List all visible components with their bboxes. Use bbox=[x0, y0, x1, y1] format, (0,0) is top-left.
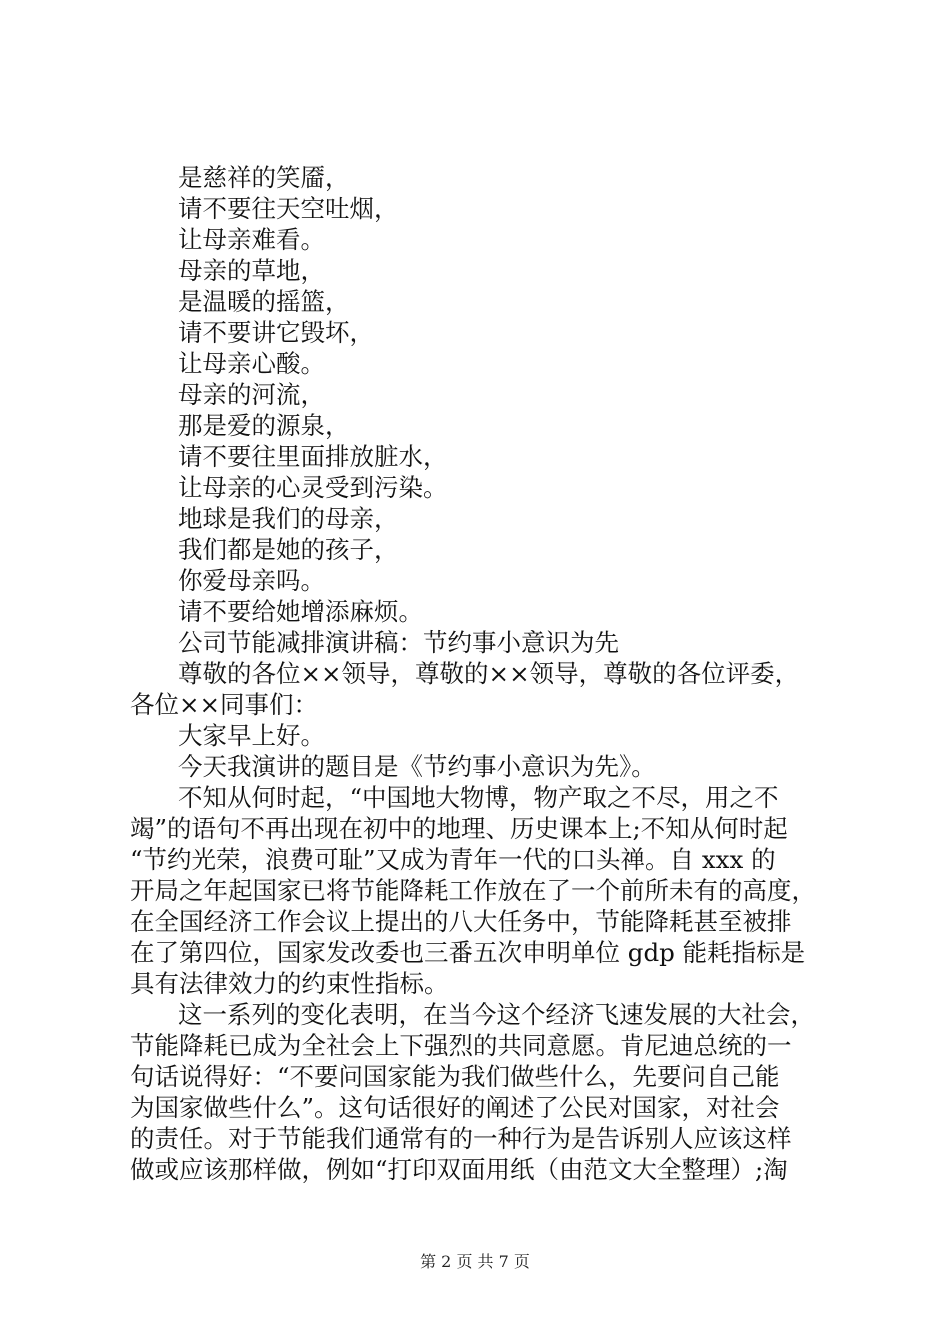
text-line: 的责任。对于节能我们通常有的一种行为是告诉别人应该这样 bbox=[130, 1124, 792, 1153]
text-line: 大家早上好。 bbox=[178, 721, 325, 750]
text-line: 母亲的草地， bbox=[178, 256, 325, 285]
text-line: 今天我演讲的题目是《节约事小意识为先》。 bbox=[178, 752, 656, 781]
text-line: 你爱母亲吗。 bbox=[178, 566, 325, 595]
text-line: 竭”的语句不再出现在初中的地理、历史课本上;不知从何时起 bbox=[130, 814, 788, 843]
text-line: 请不要往里面排放脏水， bbox=[178, 442, 448, 471]
text-line: 这一系列的变化表明，在当今这个经济飞速发展的大社会， bbox=[178, 1000, 815, 1029]
text-line: 是慈祥的笑靥， bbox=[178, 163, 350, 192]
document-body bbox=[130, 162, 835, 1185]
text-line: 各位××同事们： bbox=[130, 690, 319, 719]
text-line: 是温暖的摇篮， bbox=[178, 287, 350, 316]
text-line: 那是爱的源泉， bbox=[178, 411, 350, 440]
text-line: 地球是我们的母亲， bbox=[178, 504, 399, 533]
text-line: 为国家做些什么”。这句话很好的阐述了公民对国家，对社会 bbox=[130, 1093, 780, 1122]
text-line: 不知从何时起，“中国地大物博，物产取之不尽，用之不 bbox=[178, 783, 779, 812]
text-line: 请不要讲它毁坏， bbox=[178, 318, 374, 347]
text-line: 公司节能减排演讲稿：节约事小意识为先 bbox=[178, 628, 619, 657]
text-line: 节能降耗已成为全社会上下强烈的共同意愿。肯尼迪总统的一 bbox=[130, 1031, 792, 1060]
text-line: “节约光荣，浪费可耻”又成为青年一代的口头禅。自 xxx 的 bbox=[130, 845, 776, 874]
text-line: 句话说得好：“不要问国家能为我们做些什么，先要问自己能 bbox=[130, 1062, 780, 1091]
text-line: 具有法律效力的约束性指标。 bbox=[130, 969, 449, 998]
text-line: 在了第四位，国家发改委也三番五次申明单位 gdp 能耗指标是 bbox=[130, 938, 806, 967]
text-line: 开局之年起国家已将节能降耗工作放在了一个前所未有的高度， bbox=[130, 876, 816, 905]
text-line: 请不要往天空吐烟， bbox=[178, 194, 399, 223]
text-line: 让母亲难看。 bbox=[178, 225, 325, 254]
text-line: 请不要给她增添麻烦。 bbox=[178, 597, 423, 626]
page-footer: 第 2 页 共 7 页 bbox=[420, 1252, 530, 1271]
text-line: 让母亲心酸。 bbox=[178, 349, 325, 378]
text-line: 在全国经济工作会议上提出的八大任务中，节能降耗甚至被排 bbox=[130, 907, 792, 936]
text-line: 让母亲的心灵受到污染。 bbox=[178, 473, 448, 502]
text-line: 我们都是她的孩子， bbox=[178, 535, 399, 564]
text-line: 尊敬的各位××领导，尊敬的××领导，尊敬的各位评委， bbox=[178, 659, 800, 688]
text-line: 母亲的河流， bbox=[178, 380, 325, 409]
text-line: 做或应该那样做，例如“打印双面用纸（由范文大全整理）;淘 bbox=[130, 1155, 788, 1184]
